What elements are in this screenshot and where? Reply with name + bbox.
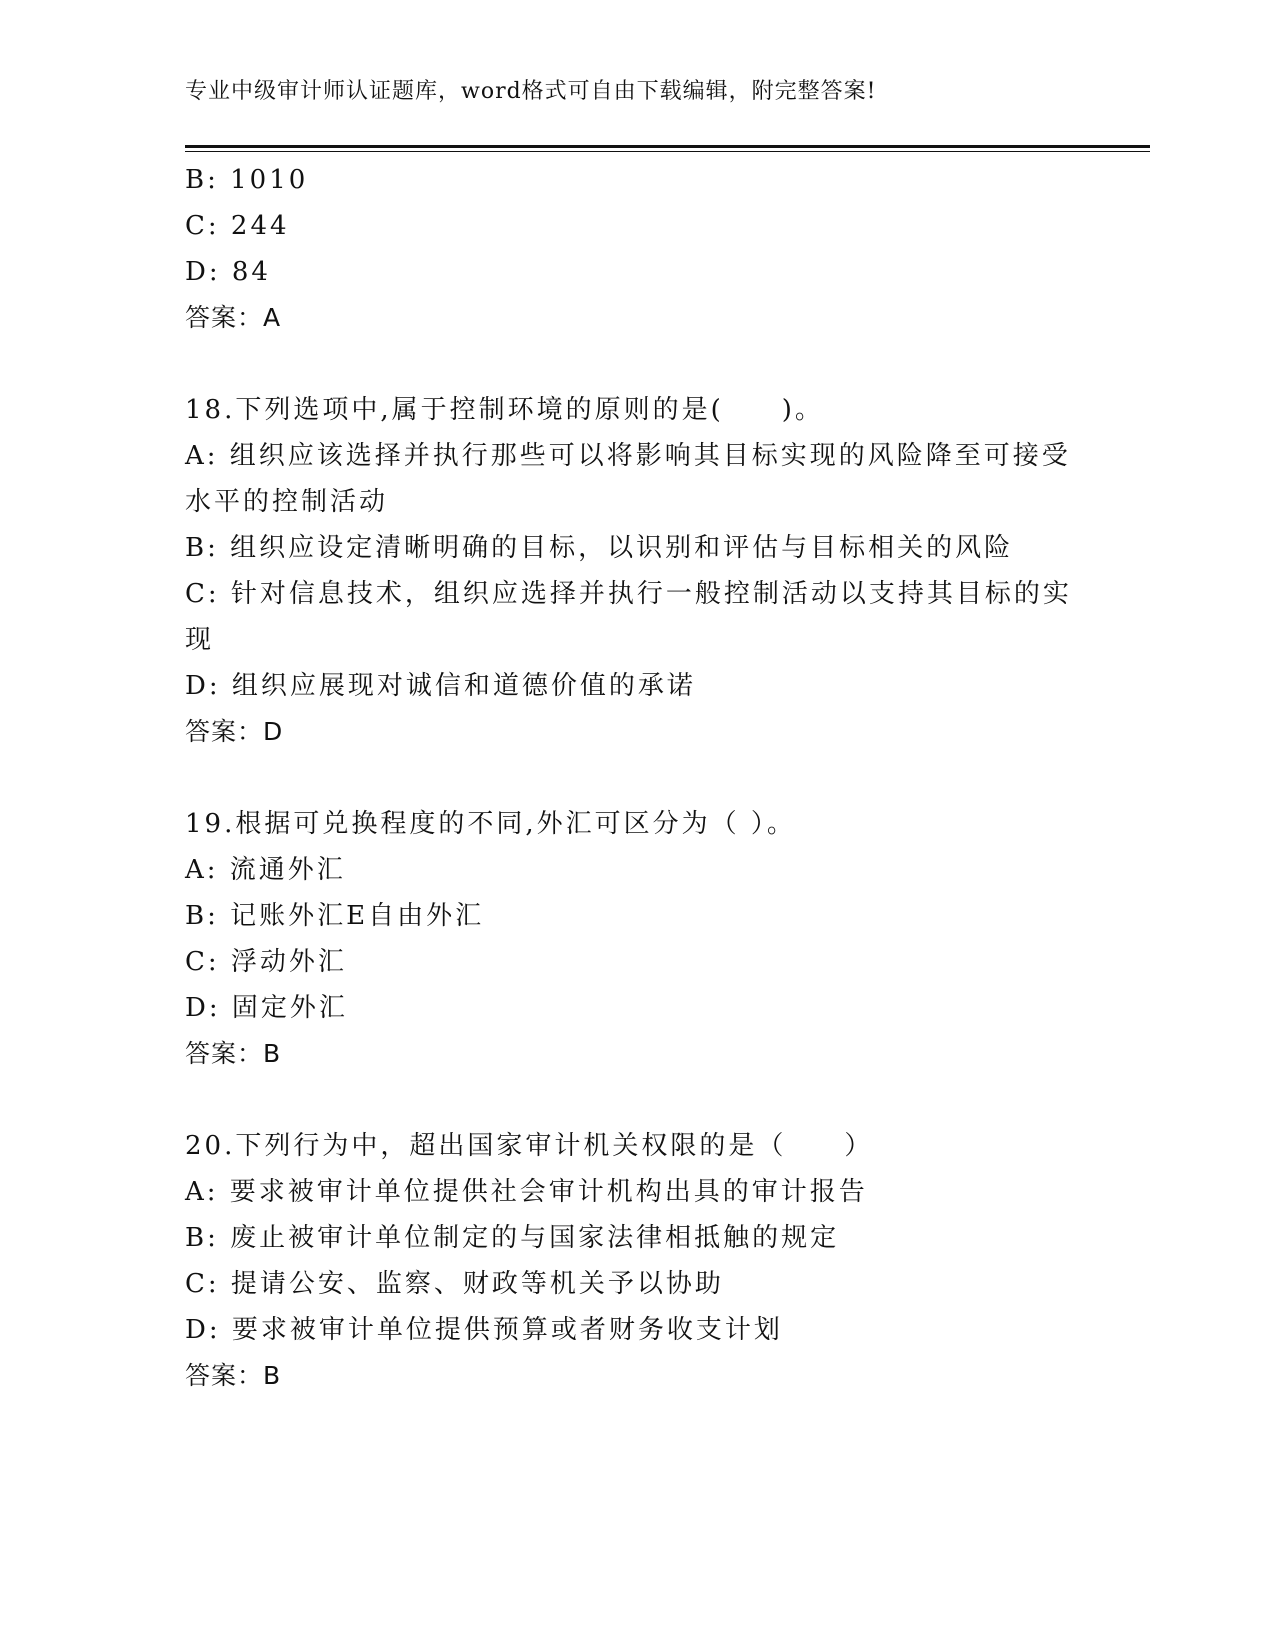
q19-option-b: B: 记账外汇E自由外汇 <box>185 901 485 931</box>
q20-option-d: D: 要求被审计单位提供预算或者财务收支计划 <box>185 1315 783 1345</box>
q18-option-a-line1: A: 组织应该选择并执行那些可以将影响其目标实现的风险降至可接受 <box>185 441 1071 471</box>
q19-question: 19.根据可兑换程度的不同,外汇可区分为（ ）。 <box>185 809 796 839</box>
spacer <box>185 1077 1085 1123</box>
q17-answer: 答案：A <box>185 303 282 332</box>
q18-question: 18.下列选项中,属于控制环境的原则的是( )。 <box>185 395 824 425</box>
question-19 <box>185 801 1085 1077</box>
q19-answer: 答案：B <box>185 1039 282 1068</box>
q20-answer: 答案：B <box>185 1361 282 1390</box>
question-17-tail <box>185 157 1085 341</box>
q17-option-d: D: 84 <box>185 257 271 287</box>
q18-option-a-line2: 水平的控制活动 <box>185 487 389 517</box>
question-18 <box>185 387 1085 755</box>
q17-option-c: C: 244 <box>185 211 290 241</box>
q18-option-c-line2: 现 <box>185 625 215 655</box>
header-rule-thin <box>185 151 1150 152</box>
document-body <box>185 157 1085 1399</box>
q20-option-c: C: 提请公安、监察、财政等机关予以协助 <box>185 1269 724 1299</box>
question-20 <box>185 1123 1085 1399</box>
q19-option-a: A: 流通外汇 <box>185 855 346 885</box>
q17-option-b: B: 1010 <box>185 165 309 195</box>
q20-option-a: A: 要求被审计单位提供社会审计机构出具的审计报告 <box>185 1177 868 1207</box>
q19-option-d: D: 固定外汇 <box>185 993 348 1023</box>
q20-option-b: B: 废止被审计单位制定的与国家法律相抵触的规定 <box>185 1223 840 1253</box>
spacer <box>185 755 1085 801</box>
q18-option-d: D: 组织应展现对诚信和道德价值的承诺 <box>185 671 696 701</box>
q19-option-c: C: 浮动外汇 <box>185 947 347 977</box>
q18-option-c-line1: C: 针对信息技术，组织应选择并执行一般控制活动以支持其目标的实 <box>185 579 1072 609</box>
header-rule-thick <box>185 145 1150 148</box>
spacer <box>185 341 1085 387</box>
page-header: 专业中级审计师认证题库，word格式可自由下载编辑，附完整答案! <box>185 79 877 104</box>
q20-question: 20.下列行为中，超出国家审计机关权限的是（ ） <box>185 1131 874 1161</box>
q18-option-b: B: 组织应设定清晰明确的目标，以识别和评估与目标相关的风险 <box>185 533 1014 563</box>
q18-answer: 答案：D <box>185 717 284 746</box>
